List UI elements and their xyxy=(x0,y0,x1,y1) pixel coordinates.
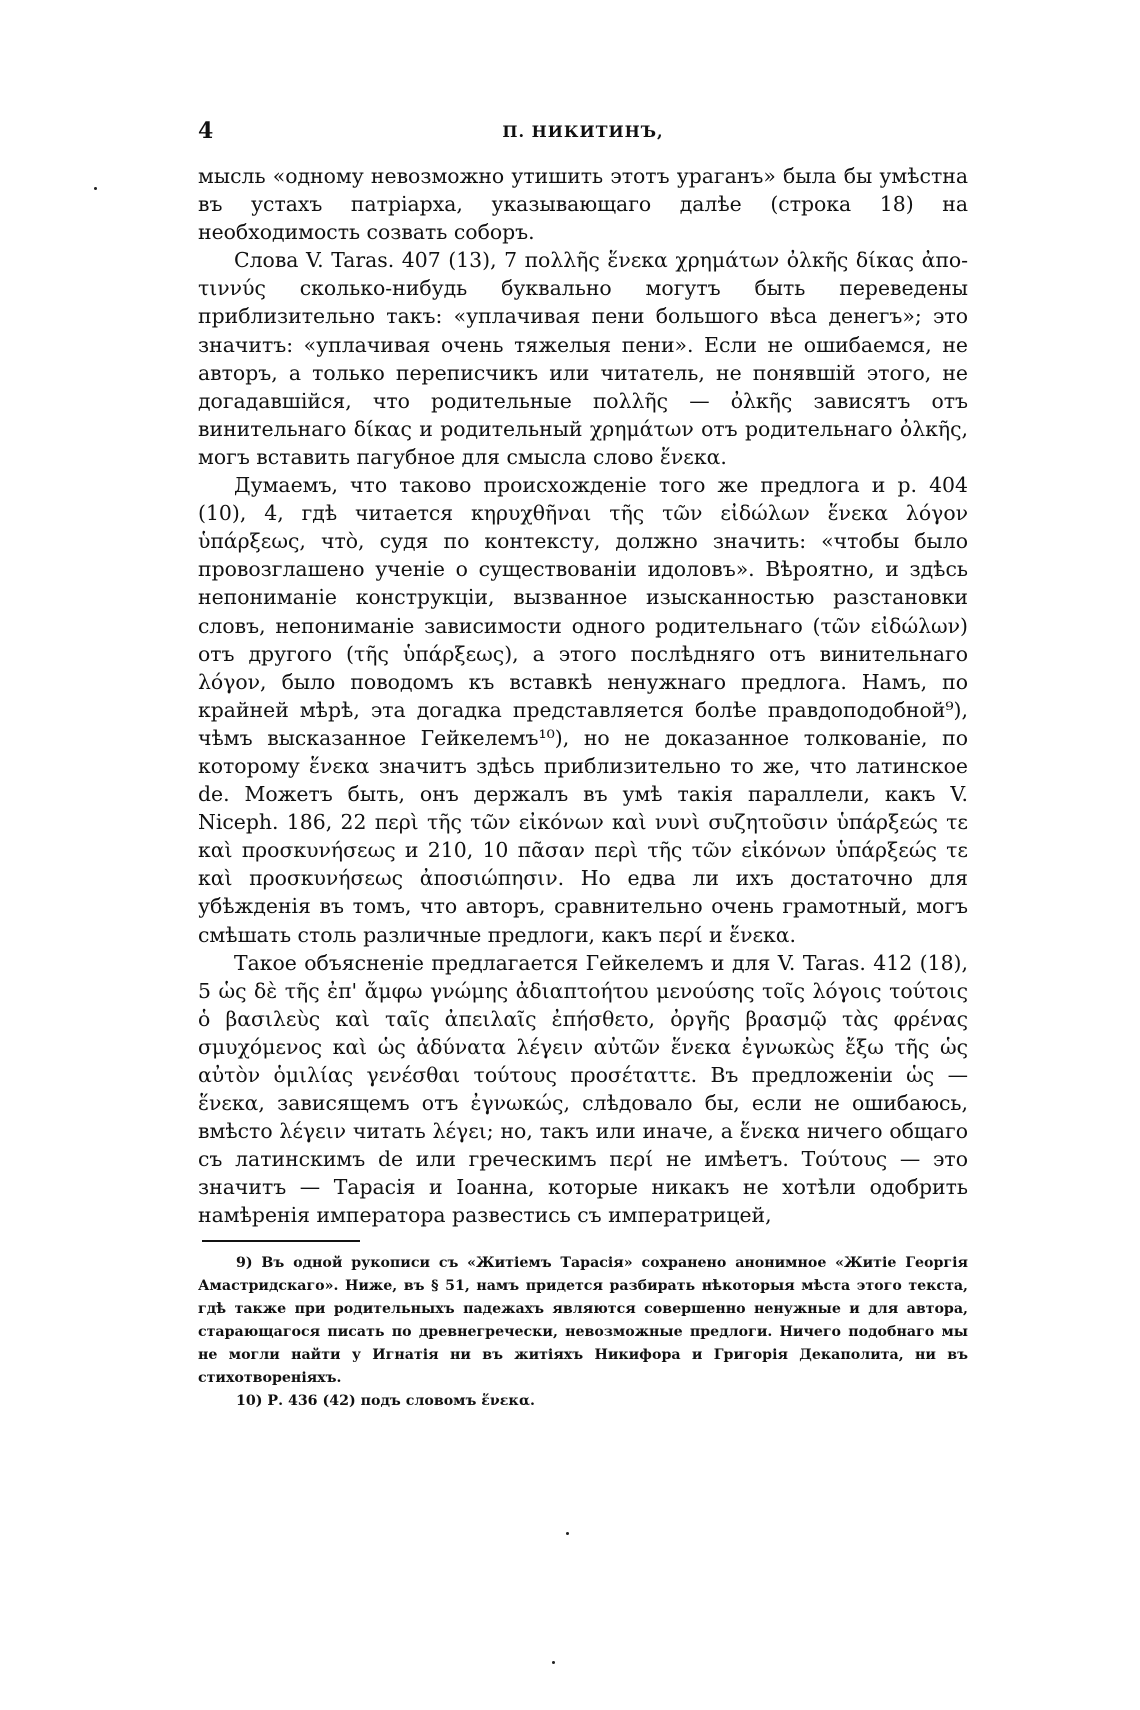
footnote-divider xyxy=(202,1240,360,1242)
book-page xyxy=(198,118,968,1413)
scan-speck xyxy=(566,1532,569,1535)
footnote: 9) Въ одной рукописи съ «Житіемъ Тарасія» сохранено анонимное «Житіе Георгія Амастридскаго». Ниже, въ § 51, намъ придется разбирать нѣкоторыя мѣста этого текста, гдѣ также при родительныхъ падежахъ являются совершенно ненужные и для автора, старающагося писать по древнегречески, невозможные предлоги. Ничего подобнаго мы не могли найти у Игнатія ни въ житіяхъ Никифора и Григорія Декаполита, ни въ стихотвореніяхъ. xyxy=(198,1254,968,1386)
footnotes xyxy=(198,1252,968,1413)
footnote: 10) Р. 436 (42) подъ словомъ ἕνεκα. xyxy=(236,1392,535,1409)
paragraph: Думаемъ, что таково происхожденіе того же предлога и р. 404 (10), 4, гдѣ читается κηρυχθῆναι τῆς τῶν εἰδώλων ἕνεκα λόγον ὑπάρξεως, что̀, судя по контексту, должно значить: «чтобы было провозглашено ученіе о существованіи идоловъ». Вѣроятно, и здѣсь непониманіе конструкціи, вызванное изысканностью разстановки словъ, непониманіе зависимости одного родительнаго (τῶν εἰδώλων) отъ другого (τῆς ὑπάρξεως), а этого послѣдняго отъ винительнаго λόγον, было поводомъ къ вставкѣ ненужнаго предлога. Намъ, по крайней мѣрѣ, эта догадка представляется болѣе правдоподобной⁹), чѣмъ высказанное Гейкелемъ¹⁰), но не доказанное толкованіе, по которому ἕνεκα значитъ здѣсь приблизительно то же, что латинское de. Можетъ быть, онъ держалъ въ умѣ такія параллели, какъ V. Niceph. 186, 22 περὶ τῆς τῶν εἰκόνων καὶ νυνὶ συζητοῦσιν ὑπάρξεώς τε καὶ προσκυνήσεως и 210, 10 πᾶσαν περὶ τῆς τῶν εἰκόνων ὑπάρξεώς τε καὶ προσκυνήσεως ἀποσιώπησιν. Но едва ли ихъ достаточно для убѣжденія въ томъ, что авторъ, сравнительно очень грамотный, могъ смѣшать столь различные предлоги, какъ περί и ἕνεκα. xyxy=(198,473,968,947)
scan-speck xyxy=(94,187,97,190)
page-number: 4 xyxy=(198,118,214,144)
paragraph: мысль «одному невозможно утишить этотъ ураганъ» была бы умѣстна въ устахъ патріарха, указывающаго далѣе (строка 18) на необходимость созвать соборъ. xyxy=(198,164,968,245)
body-text xyxy=(198,162,968,1230)
running-title: П. НИКИТИНЪ, xyxy=(502,122,664,141)
scan-speck xyxy=(552,1661,555,1664)
paragraph: Слова V. Taras. 407 (13), 7 πολλῆς ἕνεκα χρημάτων ὀλκῆς δίκας ἀποτιννύς сколько-нибудь буквально могутъ быть переведены приблизительно такъ: «уплачивая пени большого вѣса денегъ»; это значитъ: «уплачивая очень тяжелыя пени». Если не ошибаемся, не авторъ, а только переписчикъ или читатель, не понявшій этого, не догадавшійся, что родительные πολλῆς — ὀλκῆς зависятъ отъ винительнаго δίκας и родительный χρημάτων отъ родительнаго ὀλκῆς, могъ вставить пагубное для смысла слово ἕνεκα. xyxy=(198,248,968,469)
page-header xyxy=(198,118,968,152)
paragraph: Такое объясненіе предлагается Гейкелемъ и для V. Taras. 412 (18), 5 ὡς δὲ τῆς ἐπ' ἄμφω γνώμης ἀδιαπτοήτου μενούσης τοῖς λόγοις τούτοις ὁ βασιλεὺς καὶ ταῖς ἀπειλαῖς ἐπήσθετο, ὀργῆς βρασμῷ τὰς φρένας σμυχόμενος καὶ ὡς ἀδύνατα λέγειν αὐτῶν ἕνεκα ἐγνωκὼς ἔξω τῆς ὡς αὐτὸν ὁμιλίας γενέσθαι τούτους προσέταττε. Въ предложеніи ὡς — ἕνεκα, зависящемъ отъ ἐγνωκώς, слѣдовало бы, если не ошибаюсь, вмѣсто λέγειν читать λέγει; но, такъ или иначе, а ἕνεκα ничего общаго съ латинскимъ de или греческимъ περί не имѣетъ. Τούτους — это значитъ — Тарасія и Іоанна, которые никакъ не хотѣли одобрить намѣренія императора развестись съ императрицей, xyxy=(198,950,968,1228)
